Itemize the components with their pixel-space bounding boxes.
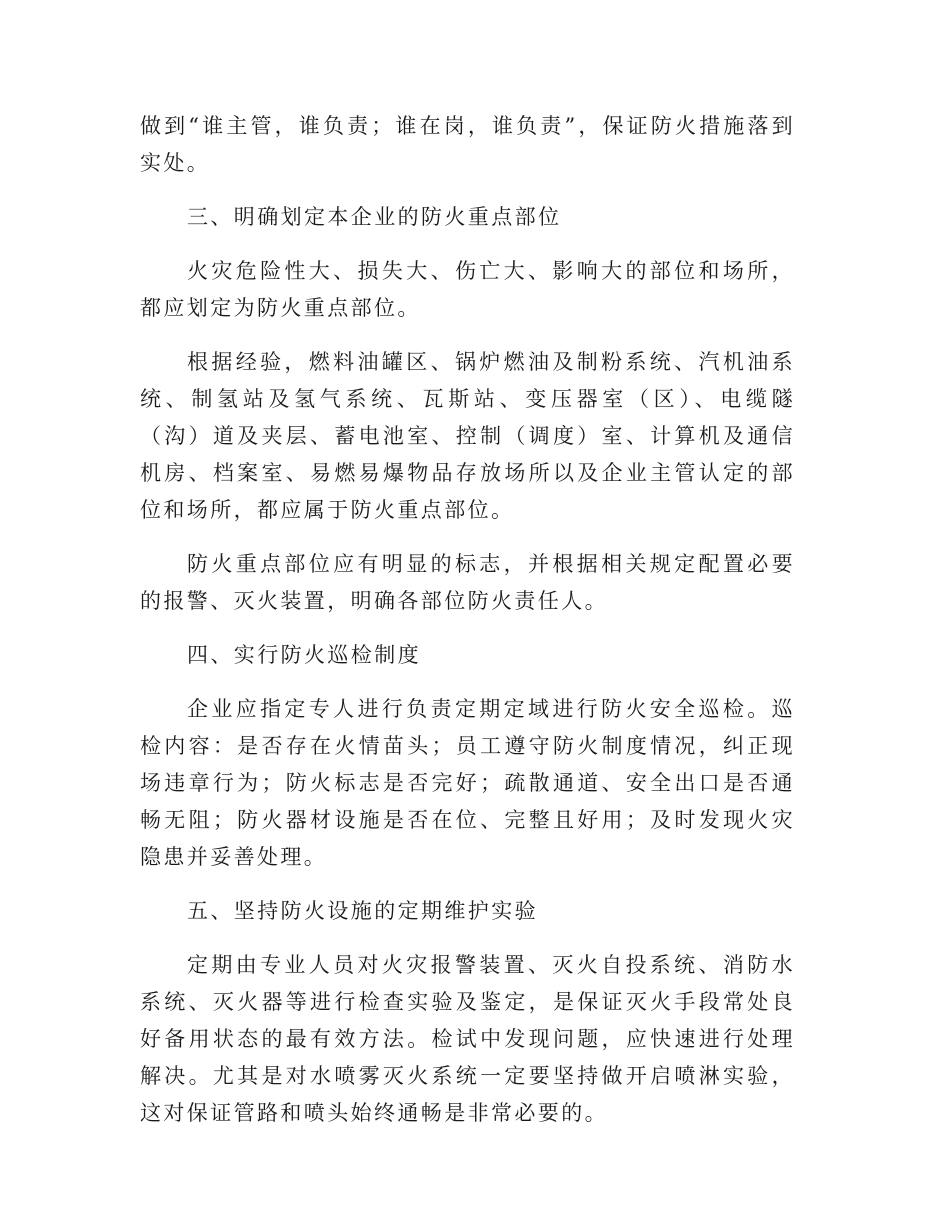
paragraph: 防火重点部位应有明显的标志，并根据相关规定配置必要的报警、灭火装置，明确各部位防火责任人。: [140, 552, 795, 613]
section-heading-4: 四、实行防火巡检制度: [187, 643, 421, 667]
paragraph: 定期由专业人员对火灾报警装置、灭火自投系统、消防水系统、灭火器等进行检查实验及鉴定，是保证灭火手段常处良好备用状态的最有效方法。检试中发现问题，应快速进行处理解决。尤其是对水喷雾灭火系统一定要坚持做开启喷淋实验，这对保证管路和喷头始终通畅是非常必要的。: [140, 953, 795, 1125]
section-heading-5: 五、坚持防火设施的定期维护实验: [187, 899, 538, 923]
paragraph: 企业应指定专人进行负责定期定域进行防火安全巡检。巡检内容：是否存在火情苗头；员工遵守防火制度情况，纠正现场违章行为；防火标志是否完好；疏散通道、安全出口是否通畅无阻；防火器材设施是否在位、完整且好用；及时发现火灾隐患并妥善处理。: [140, 697, 795, 869]
section-heading-3: 三、明确划定本企业的防火重点部位: [187, 205, 562, 229]
paragraph-continuation: 做到“谁主管，谁负责；谁在岗，谁负责”，保证防火措施落到实处。: [140, 114, 795, 175]
document-body: [140, 108, 795, 1132]
paragraph: 火灾危险性大、损失大、伤亡大、影响大的部位和场所，都应划定为防火重点部位。: [140, 259, 795, 320]
paragraph: 根据经验，燃料油罐区、锅炉燃油及制粉系统、汽机油系统、制氢站及氢气系统、瓦斯站、变压器室（区）、电缆隧（沟）道及夹层、蓄电池室、控制（调度）室、计算机及通信机房、档案室、易燃易爆物品存放场所以及企业主管认定的部位和场所，都应属于防火重点部位。: [140, 350, 795, 522]
